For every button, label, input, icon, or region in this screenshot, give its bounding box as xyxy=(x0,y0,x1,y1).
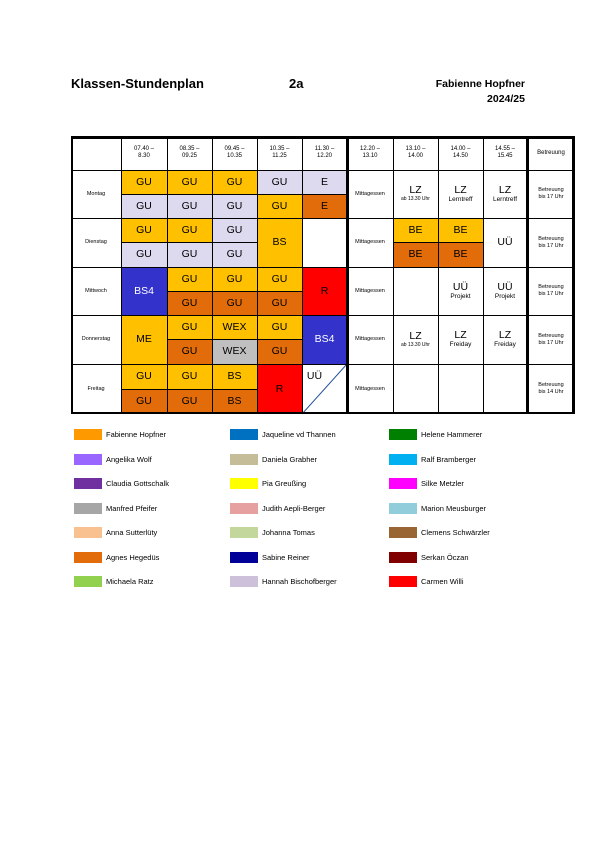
legend-label: Clemens Schwärzler xyxy=(421,528,490,537)
lesson-cell: LZ Lerntreff xyxy=(492,183,518,203)
teacher-name: Fabienne Hopfner xyxy=(435,78,525,90)
lesson-cell: GU xyxy=(167,194,212,218)
class-name: 2a xyxy=(289,76,304,91)
day-label: Dienstag xyxy=(85,239,107,245)
grid-line xyxy=(71,267,575,268)
lesson-cell: GU xyxy=(257,170,302,194)
legend-swatch xyxy=(230,576,258,587)
legend-label: Pia Greußing xyxy=(262,479,307,488)
time-header: 12.20 – 13.10 xyxy=(359,146,381,159)
grid-line xyxy=(71,412,575,414)
lesson-cell: GU xyxy=(167,267,212,291)
grid-line xyxy=(438,136,439,414)
lunch-cell: Mittagessen xyxy=(355,239,385,245)
lesson-cell: LZ Freiday xyxy=(449,329,472,348)
grid-line xyxy=(121,389,257,390)
grid-line xyxy=(71,218,575,219)
legend-swatch xyxy=(230,429,258,440)
legend-swatch xyxy=(389,454,417,465)
lesson-cell: LZ ab 13.30 Uhr xyxy=(401,184,430,202)
time-header: 13.10 – 14.00 xyxy=(405,146,426,159)
legend-swatch xyxy=(74,552,102,563)
legend-label: Angelika Wolf xyxy=(106,455,152,464)
lesson-cell: GU xyxy=(212,291,257,315)
lesson-cell: BS xyxy=(212,389,257,414)
lesson-cell: WEX xyxy=(212,315,257,339)
lesson-cell: BE xyxy=(438,242,483,267)
care-cell: Betreuung bis 17 Uhr xyxy=(538,284,564,297)
grid-line xyxy=(71,170,575,171)
lesson-cell: GU xyxy=(121,389,167,414)
lesson-cell: GU xyxy=(257,267,302,291)
time-header: 07.40 – 8.30 xyxy=(133,146,155,159)
lesson-cell: R xyxy=(302,267,347,315)
lesson-cell: GU xyxy=(121,242,167,267)
lesson-cell: LZ Freiday xyxy=(494,329,516,348)
grid-line xyxy=(167,136,168,414)
legend-swatch xyxy=(74,576,102,587)
lesson-cell: GU xyxy=(212,218,257,242)
lesson-cell: E xyxy=(302,170,347,194)
grid-line xyxy=(393,136,394,414)
legend-label: Marion Meusburger xyxy=(421,504,487,513)
legend-label: Michaela Ratz xyxy=(106,577,154,586)
grid-line xyxy=(483,136,484,414)
lesson-cell: UÜ xyxy=(306,369,323,382)
lesson-cell: UÜ Projekt xyxy=(494,280,516,300)
legend-swatch xyxy=(74,527,102,538)
lesson-cell: BS4 xyxy=(121,267,167,315)
lesson-cell: GU xyxy=(212,267,257,291)
grid-line xyxy=(71,136,73,414)
grid-line xyxy=(257,136,258,414)
school-year: 2024/25 xyxy=(487,93,525,105)
lesson-cell: GU xyxy=(167,170,212,194)
grid-line xyxy=(121,194,347,195)
lesson-cell: BS xyxy=(212,364,257,389)
time-header: 14.00 – 14.50 xyxy=(450,146,471,159)
legend-swatch xyxy=(230,503,258,514)
time-header: 10.35 – 11.25 xyxy=(269,146,290,159)
legend-swatch xyxy=(230,478,258,489)
legend-label: Sabine Reiner xyxy=(262,553,310,562)
lesson-cell: BE xyxy=(393,242,438,267)
legend-label: Helene Hammerer xyxy=(421,430,483,439)
legend-label: Jaqueline vd Thannen xyxy=(262,430,336,439)
legend-label: Carmen Willi xyxy=(421,577,464,586)
time-header: 09.45 – 10.35 xyxy=(224,146,245,159)
legend-label: Serkan Öczan xyxy=(421,553,469,562)
time-header: 08.35 – 09.25 xyxy=(179,146,200,159)
lesson-cell: UÜ xyxy=(497,236,513,248)
lesson-cell: BE xyxy=(438,218,483,242)
grid-line xyxy=(71,315,575,316)
legend-label: Manfred Pfeifer xyxy=(106,504,158,513)
lesson-cell: GU xyxy=(167,364,212,389)
time-header: 11.30 – 12.20 xyxy=(314,146,335,159)
grid-line xyxy=(346,136,349,414)
lesson-cell: BS xyxy=(257,218,302,267)
lesson-cell: GU xyxy=(167,389,212,414)
lesson-cell: LZ ab 13.30 Uhr xyxy=(401,329,430,348)
grid-line xyxy=(572,136,575,414)
legend-swatch xyxy=(74,503,102,514)
lesson-cell: GU xyxy=(121,218,167,242)
legend-label: Johanna Tomas xyxy=(262,528,315,537)
legend-label: Judith Aepli-Berger xyxy=(262,504,326,513)
legend-label: Agnes Hegedüs xyxy=(106,553,160,562)
lesson-cell: R xyxy=(257,364,302,414)
lunch-cell: Mittagessen xyxy=(355,287,385,294)
grid-line xyxy=(302,136,303,414)
lesson-cell: BE xyxy=(393,218,438,242)
lunch-cell: Mittagessen xyxy=(355,336,385,342)
lesson-cell: ME xyxy=(121,315,167,364)
grid-line xyxy=(526,136,529,414)
lesson-cell: GU xyxy=(121,170,167,194)
lesson-cell: GU xyxy=(257,339,302,364)
legend-label: Hannah Bischofberger xyxy=(262,577,337,586)
lesson-cell: GU xyxy=(212,170,257,194)
timetable xyxy=(71,136,575,414)
lesson-cell: BS4 xyxy=(302,315,347,364)
legend-swatch xyxy=(389,576,417,587)
legend-swatch xyxy=(389,429,417,440)
day-label: Freitag xyxy=(87,385,105,392)
care-cell: Betreuung bis 17 Uhr xyxy=(538,235,564,249)
legend-swatch xyxy=(389,478,417,489)
lesson-cell: GU xyxy=(212,194,257,218)
legend-swatch xyxy=(389,552,417,563)
legend-label: Fabienne Hopfner xyxy=(106,430,167,439)
lunch-cell: Mittagessen xyxy=(355,385,385,392)
grid-line xyxy=(121,136,122,414)
grid-line xyxy=(121,242,257,243)
legend-swatch xyxy=(74,429,102,440)
lesson-cell: GU xyxy=(167,315,212,339)
legend-swatch xyxy=(74,454,102,465)
legend-label: Claudia Gottschalk xyxy=(106,479,169,488)
time-header-care: Betreuung xyxy=(537,149,565,156)
lesson-cell: GU xyxy=(167,291,212,315)
page-title: Klassen-Stundenplan xyxy=(71,76,204,91)
care-cell: Betreuung bis 17 Uhr xyxy=(538,332,564,346)
grid-line xyxy=(212,136,213,414)
lesson-cell: LZ Lerntreff xyxy=(448,183,473,203)
time-header: 14.55 – 15.45 xyxy=(494,146,516,159)
lesson-cell: GU xyxy=(167,339,212,364)
lesson-cell: GU xyxy=(121,194,167,218)
day-label: Donnerstag xyxy=(81,336,111,342)
legend-swatch xyxy=(230,527,258,538)
grid-line xyxy=(71,136,575,139)
legend-label: Ralf Bramberger xyxy=(421,455,477,464)
grid-line xyxy=(167,291,302,292)
lesson-cell: GU xyxy=(167,242,212,267)
lesson-cell: GU xyxy=(167,218,212,242)
legend-swatch xyxy=(389,527,417,538)
care-cell: Betreuung bis 17 Uhr xyxy=(538,187,564,200)
legend-label: Daniela Grabher xyxy=(262,455,318,464)
legend-swatch xyxy=(230,552,258,563)
legend-swatch xyxy=(389,503,417,514)
lesson-cell: UÜ Projekt xyxy=(450,280,471,300)
lesson-cell: GU xyxy=(257,315,302,339)
lesson-cell: E xyxy=(302,194,347,218)
grid-line xyxy=(167,339,302,340)
lesson-cell: GU xyxy=(121,364,167,389)
day-label: Montag xyxy=(86,190,106,197)
lesson-cell: GU xyxy=(212,242,257,267)
legend-swatch xyxy=(230,454,258,465)
legend-swatch xyxy=(74,478,102,489)
care-cell: Betreuung bis 14 Uhr xyxy=(538,382,564,395)
lunch-cell: Mittagessen xyxy=(355,190,385,197)
lesson-cell: GU xyxy=(257,194,302,218)
legend-label: Silke Metzler xyxy=(421,479,464,488)
legend-label: Anna Sutterlüty xyxy=(106,528,158,537)
grid-line xyxy=(71,364,575,365)
lesson-cell: GU xyxy=(257,291,302,315)
day-label: Mittwoch xyxy=(85,287,107,294)
lesson-cell: WEX xyxy=(212,339,257,364)
